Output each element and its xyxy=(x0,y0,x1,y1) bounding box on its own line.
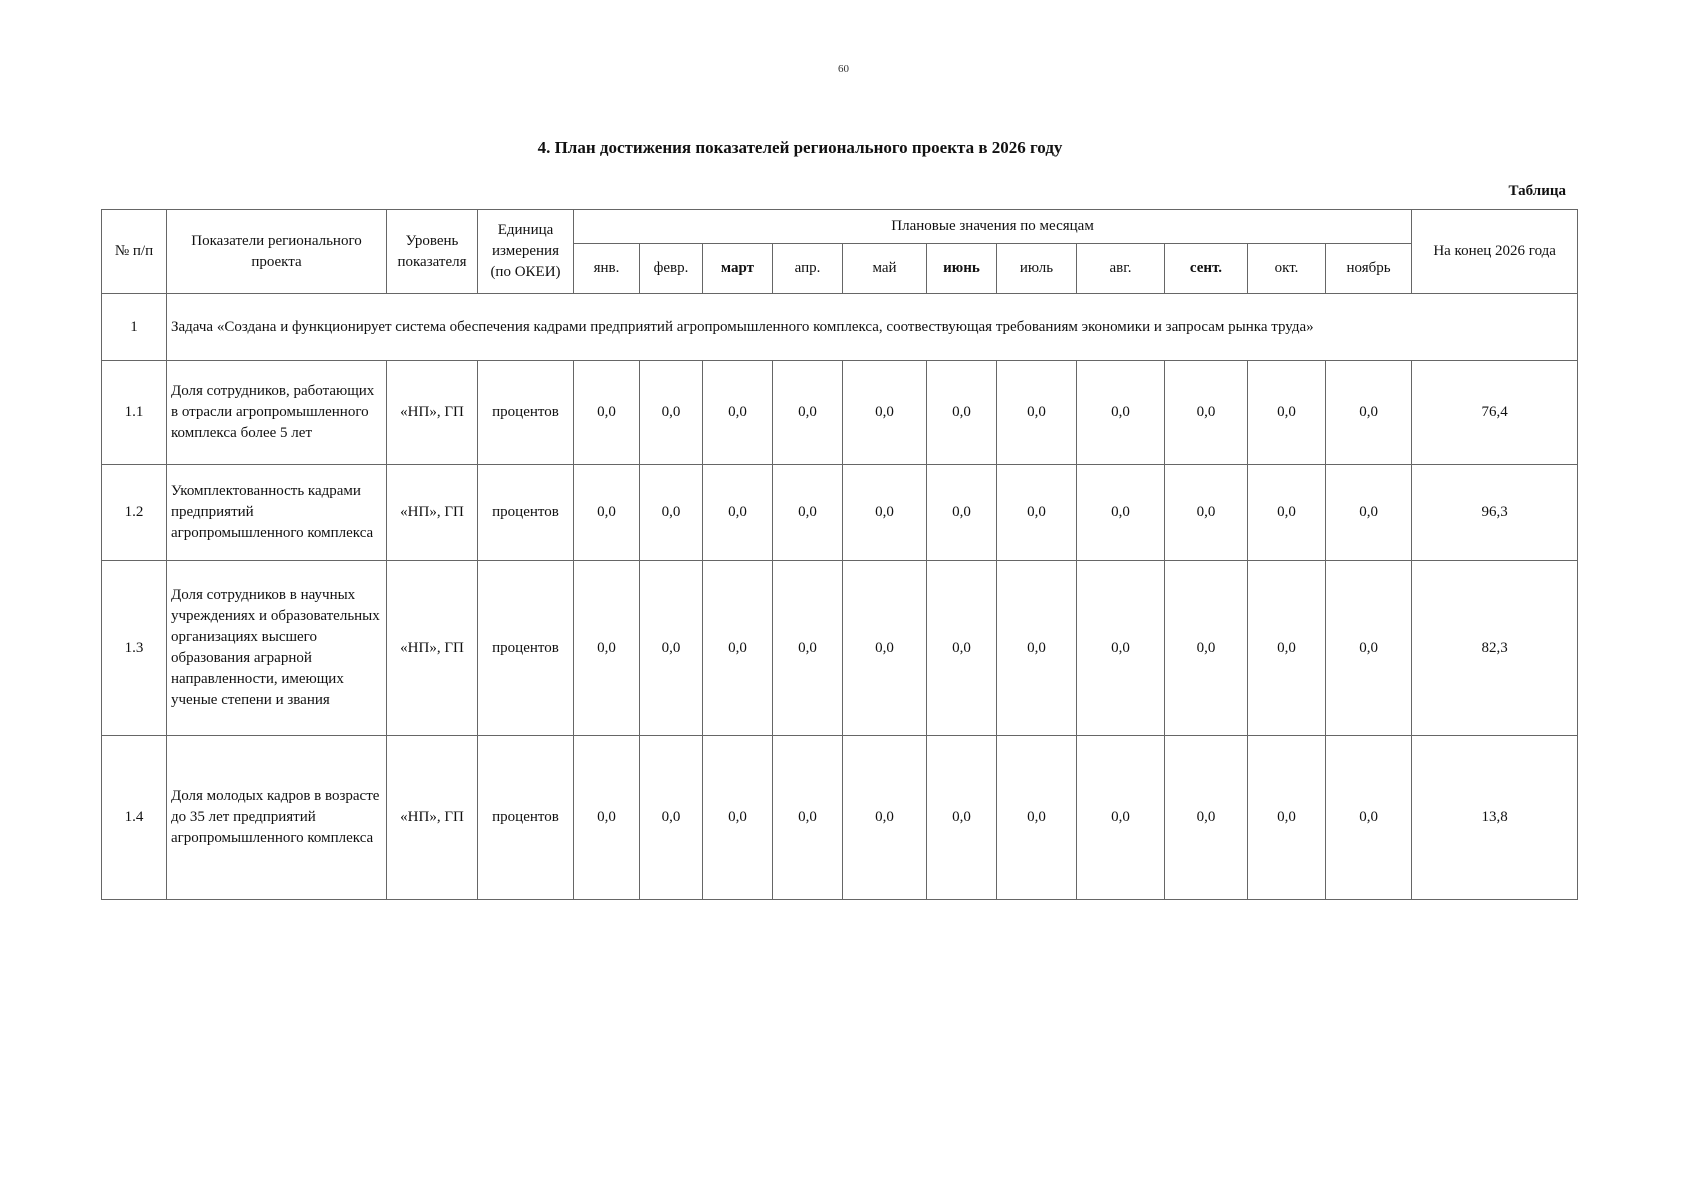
indicator-name: Доля сотрудников, работающих в отрасли агропромышленного комплекса более 5 лет xyxy=(167,361,387,465)
month-value: 0,0 xyxy=(640,361,703,465)
header-month: июнь xyxy=(927,244,997,294)
indicator-unit: процентов xyxy=(478,465,574,561)
month-value: 0,0 xyxy=(927,361,997,465)
month-value: 0,0 xyxy=(1326,736,1412,900)
month-value: 0,0 xyxy=(773,561,843,736)
month-value: 0,0 xyxy=(927,465,997,561)
header-month: ноябрь xyxy=(1326,244,1412,294)
month-value: 0,0 xyxy=(997,465,1077,561)
final-value: 96,3 xyxy=(1412,465,1578,561)
indicator-unit: процентов xyxy=(478,736,574,900)
month-value: 0,0 xyxy=(843,736,927,900)
header-unit: Единица измерения (по ОКЕИ) xyxy=(478,210,574,294)
month-value: 0,0 xyxy=(574,561,640,736)
header-month: сент. xyxy=(1165,244,1248,294)
month-value: 0,0 xyxy=(843,361,927,465)
indicator-unit: процентов xyxy=(478,361,574,465)
header-final: На конец 2026 года xyxy=(1412,210,1578,294)
month-value: 0,0 xyxy=(997,736,1077,900)
month-value: 0,0 xyxy=(1165,361,1248,465)
month-value: 0,0 xyxy=(1248,736,1326,900)
month-value: 0,0 xyxy=(1326,561,1412,736)
final-value: 76,4 xyxy=(1412,361,1578,465)
indicator-level: «НП», ГП xyxy=(387,361,478,465)
month-value: 0,0 xyxy=(703,561,773,736)
header-month: авг. xyxy=(1077,244,1165,294)
indicator-level: «НП», ГП xyxy=(387,465,478,561)
month-value: 0,0 xyxy=(574,465,640,561)
header-month: февр. xyxy=(640,244,703,294)
header-indicator: Показатели регионального проекта xyxy=(167,210,387,294)
month-value: 0,0 xyxy=(927,736,997,900)
month-value: 0,0 xyxy=(703,465,773,561)
indicator-level: «НП», ГП xyxy=(387,736,478,900)
task-row xyxy=(102,294,1578,361)
task-num: 1 xyxy=(102,294,167,361)
header-month: июль xyxy=(997,244,1077,294)
month-value: 0,0 xyxy=(773,361,843,465)
indicator-unit: процентов xyxy=(478,561,574,736)
month-value: 0,0 xyxy=(1326,465,1412,561)
month-value: 0,0 xyxy=(773,465,843,561)
final-value: 13,8 xyxy=(1412,736,1578,900)
task-text: Задача «Создана и функционирует система обеспечения кадрами предприятий агропромышленного комплекса, соотвествующая требованиям экономики и запросам рынка труда» xyxy=(167,294,1578,361)
final-value: 82,3 xyxy=(1412,561,1578,736)
header-month: янв. xyxy=(574,244,640,294)
month-value: 0,0 xyxy=(843,561,927,736)
header-month: окт. xyxy=(1248,244,1326,294)
table-row xyxy=(102,561,1578,736)
month-value: 0,0 xyxy=(843,465,927,561)
header-month: май xyxy=(843,244,927,294)
month-value: 0,0 xyxy=(1326,361,1412,465)
header-monthly: Плановые значения по месяцам xyxy=(574,210,1412,244)
month-value: 0,0 xyxy=(703,361,773,465)
row-num: 1.3 xyxy=(102,561,167,736)
month-value: 0,0 xyxy=(1077,736,1165,900)
table-row xyxy=(102,736,1578,900)
month-value: 0,0 xyxy=(574,361,640,465)
table-row xyxy=(102,465,1578,561)
month-value: 0,0 xyxy=(1077,361,1165,465)
table-caption: Таблица xyxy=(1508,183,1566,199)
row-num: 1.2 xyxy=(102,465,167,561)
month-value: 0,0 xyxy=(1248,561,1326,736)
month-value: 0,0 xyxy=(1165,465,1248,561)
month-value: 0,0 xyxy=(927,561,997,736)
month-value: 0,0 xyxy=(1248,465,1326,561)
table-row xyxy=(102,361,1578,465)
header-num: № п/п xyxy=(102,210,167,294)
month-value: 0,0 xyxy=(703,736,773,900)
month-value: 0,0 xyxy=(997,361,1077,465)
month-value: 0,0 xyxy=(640,561,703,736)
indicator-name: Доля молодых кадров в возрасте до 35 лет предприятий агропромышленного комплекса xyxy=(167,736,387,900)
header-month: апр. xyxy=(773,244,843,294)
month-value: 0,0 xyxy=(640,736,703,900)
month-value: 0,0 xyxy=(1165,561,1248,736)
indicator-plan-table xyxy=(101,209,1578,900)
row-num: 1.1 xyxy=(102,361,167,465)
month-value: 0,0 xyxy=(1248,361,1326,465)
indicator-name: Доля сотрудников в научных учреждениях и образовательных организациях высшего образования аграрной направленности, имеющих ученые степени и звания xyxy=(167,561,387,736)
header-row-1 xyxy=(102,210,1578,244)
month-value: 0,0 xyxy=(574,736,640,900)
month-value: 0,0 xyxy=(773,736,843,900)
month-value: 0,0 xyxy=(1165,736,1248,900)
month-value: 0,0 xyxy=(997,561,1077,736)
row-num: 1.4 xyxy=(102,736,167,900)
month-value: 0,0 xyxy=(1077,561,1165,736)
month-value: 0,0 xyxy=(1077,465,1165,561)
month-value: 0,0 xyxy=(640,465,703,561)
document-title: 4. План достижения показателей регионального проекта в 2026 году xyxy=(537,138,1063,157)
indicator-level: «НП», ГП xyxy=(387,561,478,736)
page-number: 60 xyxy=(838,63,849,75)
header-level: Уровень показателя xyxy=(387,210,478,294)
header-month: март xyxy=(703,244,773,294)
indicator-name: Укомплектованность кадрами предприятий агропромышленного комплекса xyxy=(167,465,387,561)
